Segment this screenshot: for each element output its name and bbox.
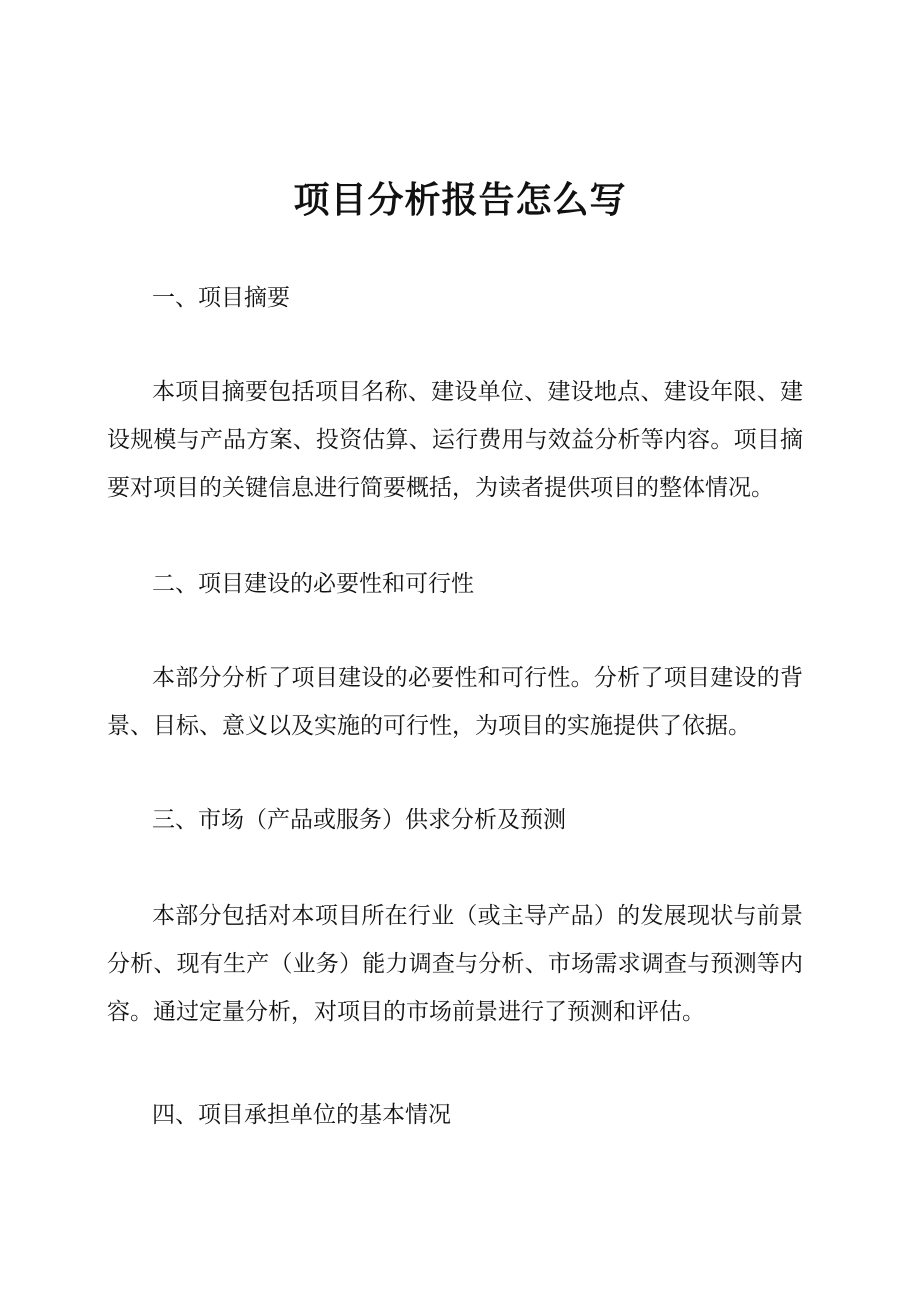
section-heading: 四、项目承担单位的基本情况 — [152, 1102, 451, 1128]
paragraph-line: 要对项目的关键信息进行简要概括，为读者提供项目的整体情况。 — [107, 475, 774, 501]
paragraph-line: 分析、现有生产（业务）能力调查与分析、市场需求调查与预测等内 — [107, 951, 803, 977]
paragraph-line: 景、目标、意义以及实施的可行性，为项目的实施提供了依据。 — [107, 713, 751, 739]
paragraph-line: 设规模与产品方案、投资估算、运行费用与效益分析等内容。项目摘 — [107, 427, 803, 453]
section-heading: 一、项目摘要 — [152, 285, 290, 311]
paragraph-line: 容。通过定量分析，对项目的市场前景进行了预测和评估。 — [107, 999, 705, 1025]
paragraph-line: 本部分分析了项目建设的必要性和可行性。分析了项目建设的背 — [152, 665, 803, 691]
paragraph-line: 本部分包括对本项目所在行业（或主导产品）的发展现状与前景 — [152, 903, 803, 929]
section-heading: 二、项目建设的必要性和可行性 — [152, 571, 474, 597]
section-heading: 三、市场（产品或服务）供求分析及预测 — [152, 807, 566, 833]
paragraph-line: 本项目摘要包括项目名称、建设单位、建设地点、建设年限、建 — [152, 379, 803, 405]
document-title: 项目分析报告怎么写 — [293, 180, 627, 221]
